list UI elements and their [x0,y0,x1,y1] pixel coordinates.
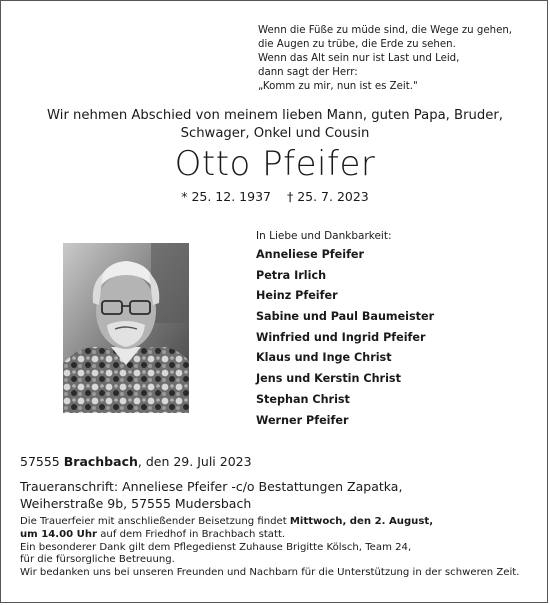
funeral-info-line-1 [20,516,540,529]
thanks-line-3: Wir bedanken uns bei unseren Freunden und Nachbarn für die Unterstützung in der schweren Zeit. [20,567,520,579]
birth-date: * 25. 12. 1937 [181,189,271,204]
funeral-location: auf dem Friedhof in Brachbach statt. [97,528,286,540]
poem-line: „Komm zu mir, nun ist es Zeit." [258,81,418,93]
funeral-time: um 14.00 Uhr [20,528,98,540]
mourning-address [20,478,402,512]
portrait-image [63,243,189,413]
funeral-info-line-2 [20,529,540,542]
footer-notes [20,516,540,580]
place-zip: 57555 [20,454,60,469]
mourners-heading: In Liebe und Dankbarkeit: [256,230,392,242]
thanks-line-2: für die fürsorgliche Betreuung. [20,554,175,566]
mourners-list [256,246,434,432]
poem-line: Wenn die Füße zu müde sind, die Wege zu gehen, [258,25,513,36]
list-item: Winfried und Ingrid Pfeifer [256,330,426,344]
list-item: Sabine und Paul Baumeister [256,310,435,324]
list-item: Heinz Pfeifer [256,289,338,303]
list-item: Petra Irlich [256,268,327,282]
funeral-intro: Die Trauerfeier mit anschließender Beisetzung findet [20,516,290,527]
address-line-2: Weiherstraße 9b, 57555 Mudersbach [20,496,252,511]
death-date: † 25. 7. 2023 [286,189,369,204]
list-item: Werner Pfeifer [256,413,349,427]
funeral-date: Mittwoch, den 2. August, [289,516,434,527]
intro-line-2: Schwager, Onkel und Cousin [180,126,370,141]
poem [258,24,538,94]
list-item: Jens und Kerstin Christ [256,372,401,386]
thanks-line-1: Ein besonderer Dank gilt dem Pflegedienst Zuhause Brigitte Kölsch, Team 24, [20,541,412,553]
portrait-photo [63,243,189,413]
list-item: Klaus und Inge Christ [256,351,392,365]
place-and-date [20,454,252,470]
intro-text [20,107,530,143]
life-dates [0,188,550,206]
place-town: Brachbach [63,454,138,469]
intro-line-1: Wir nehmen Abschied von meinem lieben Mann, guten Papa, Bruder, [47,108,503,123]
poem-line: Wenn das Alt sein nur ist Last und Leid, [258,53,460,65]
list-item: Stephan Christ [256,392,350,406]
list-item: Anneliese Pfeifer [256,248,365,261]
address-line-1: Traueranschrift: Anneliese Pfeifer -c/o Bestattungen Zapatka, [20,479,403,494]
poem-line: die Augen zu trübe, die Erde zu sehen. [258,39,456,51]
place-date: , den 29. Juli 2023 [137,454,252,469]
poem-line: dann sagt der Herr: [258,67,358,79]
deceased-name: Otto Pfeifer [174,144,376,184]
